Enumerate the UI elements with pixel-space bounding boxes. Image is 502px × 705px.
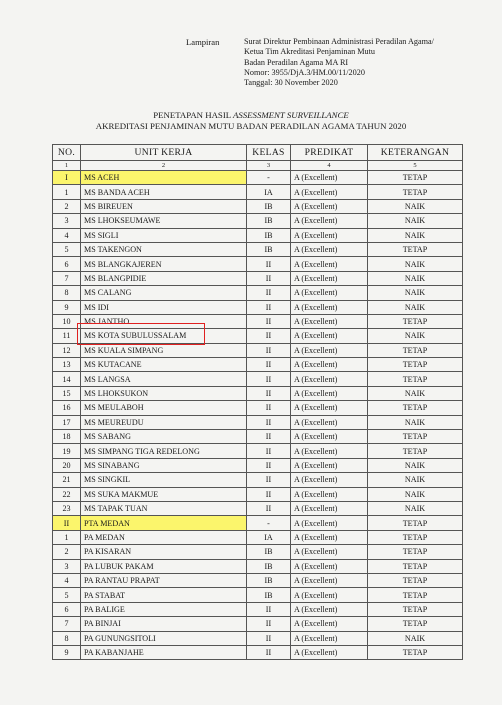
row-unit-kerja: MS BLANGPIDIE [81, 271, 247, 285]
row-no: 1 [53, 185, 81, 199]
row-unit-kerja: MS LHOKSUKON [81, 386, 247, 400]
row-kelas: II [247, 386, 291, 400]
row-no: 18 [53, 430, 81, 444]
row-no: 16 [53, 401, 81, 415]
header-unit-kerja: UNIT KERJA [81, 145, 247, 161]
row-keterangan: TETAP [368, 573, 463, 587]
row-predikat: A (Excellent) [291, 430, 368, 444]
row-unit-kerja: PA GUNUNGSITOLI [81, 631, 247, 645]
row-kelas: II [247, 631, 291, 645]
row-unit-kerja: MS LHOKSEUMAWE [81, 214, 247, 228]
row-predikat: A (Excellent) [291, 487, 368, 501]
row-unit-kerja: MS SUKA MAKMUE [81, 487, 247, 501]
row-no: 7 [53, 617, 81, 631]
row-predikat: A (Excellent) [291, 199, 368, 213]
row-keterangan: TETAP [368, 185, 463, 199]
row-unit-kerja: MS IDI [81, 300, 247, 314]
row-keterangan: NAIK [368, 473, 463, 487]
row-predikat: A (Excellent) [291, 386, 368, 400]
row-kelas: II [247, 444, 291, 458]
row-keterangan: NAIK [368, 199, 463, 213]
title-line-1 [0, 110, 502, 121]
row-keterangan: TETAP [368, 314, 463, 328]
table-row [53, 199, 463, 213]
row-predikat: A (Excellent) [291, 214, 368, 228]
row-predikat: A (Excellent) [291, 343, 368, 357]
row-keterangan: NAIK [368, 501, 463, 515]
row-predikat: A (Excellent) [291, 545, 368, 559]
row-no: 20 [53, 458, 81, 472]
row-no: I [53, 171, 81, 185]
row-predikat: A (Excellent) [291, 415, 368, 429]
column-number-row [53, 161, 463, 171]
title-italic: ASSESSMENT SURVEILLANCE [233, 110, 349, 120]
row-kelas: II [247, 617, 291, 631]
row-unit-kerja: PA BINJAI [81, 617, 247, 631]
row-unit-kerja: MS SINGKIL [81, 473, 247, 487]
row-keterangan: TETAP [368, 343, 463, 357]
table-row [53, 314, 463, 328]
row-kelas: II [247, 286, 291, 300]
row-keterangan: NAIK [368, 329, 463, 343]
table-row [53, 242, 463, 256]
row-unit-kerja: MS KUTACANE [81, 358, 247, 372]
row-no: 3 [53, 559, 81, 573]
row-kelas: II [247, 430, 291, 444]
row-no: 10 [53, 314, 81, 328]
row-predikat: A (Excellent) [291, 588, 368, 602]
row-keterangan: NAIK [368, 415, 463, 429]
row-predikat: A (Excellent) [291, 286, 368, 300]
row-kelas: - [247, 516, 291, 530]
row-kelas: II [247, 343, 291, 357]
row-kelas: IB [247, 214, 291, 228]
row-predikat: A (Excellent) [291, 228, 368, 242]
table-row [53, 329, 463, 343]
row-kelas: II [247, 645, 291, 659]
row-keterangan: NAIK [368, 300, 463, 314]
row-no: 12 [53, 343, 81, 357]
header-predikat: PREDIKAT [291, 145, 368, 161]
row-keterangan: TETAP [368, 645, 463, 659]
row-unit-kerja: MS KUALA SIMPANG [81, 343, 247, 357]
row-kelas: II [247, 372, 291, 386]
row-unit-kerja: MS TAPAK TUAN [81, 501, 247, 515]
row-keterangan: TETAP [368, 530, 463, 544]
row-keterangan: NAIK [368, 271, 463, 285]
table-row [53, 473, 463, 487]
row-no: 4 [53, 228, 81, 242]
row-keterangan: TETAP [368, 559, 463, 573]
lampiran-label: Lampiran [186, 37, 220, 47]
column-number: 5 [368, 161, 463, 171]
table-row [53, 386, 463, 400]
table-section-row [53, 516, 463, 530]
row-kelas: IB [247, 573, 291, 587]
row-kelas: II [247, 300, 291, 314]
row-unit-kerja: PA RANTAU PRAPAT [81, 573, 247, 587]
row-predikat: A (Excellent) [291, 444, 368, 458]
row-predikat: A (Excellent) [291, 329, 368, 343]
row-kelas: II [247, 458, 291, 472]
row-kelas: IB [247, 545, 291, 559]
column-number: 4 [291, 161, 368, 171]
row-keterangan: TETAP [368, 545, 463, 559]
table-row [53, 559, 463, 573]
document-title [0, 110, 502, 132]
row-kelas: II [247, 415, 291, 429]
row-keterangan: NAIK [368, 631, 463, 645]
row-keterangan: NAIK [368, 458, 463, 472]
row-kelas: II [247, 271, 291, 285]
row-keterangan: NAIK [368, 228, 463, 242]
row-unit-kerja: MS BLANGKAJEREN [81, 257, 247, 271]
table-row [53, 430, 463, 444]
row-predikat: A (Excellent) [291, 185, 368, 199]
row-no: 17 [53, 415, 81, 429]
row-keterangan: TETAP [368, 444, 463, 458]
row-unit-kerja: PA MEDAN [81, 530, 247, 544]
header-kelas: KELAS [247, 145, 291, 161]
row-no: 14 [53, 372, 81, 386]
table-body [53, 171, 463, 660]
row-no: 23 [53, 501, 81, 515]
row-kelas: IB [247, 588, 291, 602]
row-predikat: A (Excellent) [291, 300, 368, 314]
row-no: 7 [53, 271, 81, 285]
table-row [53, 415, 463, 429]
row-keterangan: TETAP [368, 588, 463, 602]
table-row [53, 573, 463, 587]
column-number: 3 [247, 161, 291, 171]
title-prefix: PENETAPAN HASIL [153, 110, 233, 120]
row-kelas: IB [247, 199, 291, 213]
table-row [53, 228, 463, 242]
row-keterangan: NAIK [368, 214, 463, 228]
row-keterangan: TETAP [368, 602, 463, 616]
row-no: 4 [53, 573, 81, 587]
row-predikat: A (Excellent) [291, 271, 368, 285]
row-no: 11 [53, 329, 81, 343]
row-predikat: A (Excellent) [291, 473, 368, 487]
row-predikat: A (Excellent) [291, 242, 368, 256]
row-unit-kerja: MS ACEH [81, 171, 247, 185]
row-kelas: II [247, 257, 291, 271]
row-unit-kerja: PA BALIGE [81, 602, 247, 616]
row-predikat: A (Excellent) [291, 458, 368, 472]
table-row [53, 588, 463, 602]
row-kelas: IA [247, 185, 291, 199]
row-unit-kerja: PA LUBUK PAKAM [81, 559, 247, 573]
row-keterangan: TETAP [368, 358, 463, 372]
row-no: 8 [53, 286, 81, 300]
row-unit-kerja: MS KOTA SUBULUSSALAM [81, 329, 247, 343]
meta-line: Nomor: 3955/DjA.3/HM.00/11/2020 [244, 67, 365, 77]
row-keterangan: TETAP [368, 516, 463, 530]
accreditation-table [52, 144, 463, 660]
row-predikat: A (Excellent) [291, 559, 368, 573]
row-predikat: A (Excellent) [291, 602, 368, 616]
row-no: 6 [53, 257, 81, 271]
column-number: 1 [53, 161, 81, 171]
row-predikat: A (Excellent) [291, 530, 368, 544]
row-predikat: A (Excellent) [291, 516, 368, 530]
table-row [53, 257, 463, 271]
row-unit-kerja: MS CALANG [81, 286, 247, 300]
row-kelas: II [247, 501, 291, 515]
row-unit-kerja: MS BIREUEN [81, 199, 247, 213]
row-unit-kerja: MS MEULABOH [81, 401, 247, 415]
header-no: NO. [53, 145, 81, 161]
row-predikat: A (Excellent) [291, 617, 368, 631]
row-no: 5 [53, 242, 81, 256]
row-no: 2 [53, 199, 81, 213]
row-no: 3 [53, 214, 81, 228]
row-no: 8 [53, 631, 81, 645]
row-no: 22 [53, 487, 81, 501]
table-row [53, 631, 463, 645]
table-header-row [53, 145, 463, 161]
row-unit-kerja: MS LANGSA [81, 372, 247, 386]
row-unit-kerja: PA KABANJAHE [81, 645, 247, 659]
table-section-row [53, 171, 463, 185]
row-no: 9 [53, 300, 81, 314]
table-row [53, 372, 463, 386]
row-keterangan: NAIK [368, 286, 463, 300]
row-no: 9 [53, 645, 81, 659]
table-row [53, 401, 463, 415]
row-keterangan: TETAP [368, 401, 463, 415]
row-kelas: II [247, 487, 291, 501]
table-row [53, 271, 463, 285]
row-keterangan: TETAP [368, 372, 463, 386]
row-predikat: A (Excellent) [291, 314, 368, 328]
row-no: 1 [53, 530, 81, 544]
meta-line: Surat Direktur Pembinaan Administrasi Peradilan Agama/ [244, 37, 434, 46]
row-predikat: A (Excellent) [291, 645, 368, 659]
row-no: II [53, 516, 81, 530]
row-keterangan: TETAP [368, 171, 463, 185]
row-unit-kerja: MS TAKENGON [81, 242, 247, 256]
row-kelas: II [247, 329, 291, 343]
table-row [53, 214, 463, 228]
row-keterangan: NAIK [368, 386, 463, 400]
row-kelas: IB [247, 559, 291, 573]
table-row [53, 343, 463, 357]
table-row [53, 501, 463, 515]
header-keterangan: KETERANGAN [368, 145, 463, 161]
table-row [53, 300, 463, 314]
row-predikat: A (Excellent) [291, 631, 368, 645]
row-no: 5 [53, 588, 81, 602]
table-row [53, 530, 463, 544]
row-keterangan: TETAP [368, 242, 463, 256]
table-row [53, 617, 463, 631]
row-unit-kerja: MS BANDA ACEH [81, 185, 247, 199]
row-no: 19 [53, 444, 81, 458]
row-predikat: A (Excellent) [291, 573, 368, 587]
column-number: 2 [81, 161, 247, 171]
row-no: 21 [53, 473, 81, 487]
table-row [53, 487, 463, 501]
table-row [53, 645, 463, 659]
row-unit-kerja: PA KISARAN [81, 545, 247, 559]
row-no: 13 [53, 358, 81, 372]
row-predikat: A (Excellent) [291, 358, 368, 372]
row-kelas: II [247, 401, 291, 415]
meta-line: Badan Peradilan Agama MA RI [244, 57, 349, 67]
row-kelas: II [247, 314, 291, 328]
letter-reference [244, 37, 434, 88]
row-unit-kerja: MS SABANG [81, 430, 247, 444]
row-unit-kerja: MS SIGLI [81, 228, 247, 242]
row-keterangan: NAIK [368, 487, 463, 501]
row-unit-kerja: MS JANTHO [81, 314, 247, 328]
row-keterangan: NAIK [368, 257, 463, 271]
table-row [53, 545, 463, 559]
row-predikat: A (Excellent) [291, 501, 368, 515]
row-kelas: II [247, 602, 291, 616]
row-keterangan: TETAP [368, 617, 463, 631]
table-row [53, 185, 463, 199]
row-unit-kerja: MS MEUREUDU [81, 415, 247, 429]
table-row [53, 444, 463, 458]
row-kelas: II [247, 358, 291, 372]
table-row [53, 602, 463, 616]
row-predikat: A (Excellent) [291, 257, 368, 271]
row-keterangan: TETAP [368, 430, 463, 444]
row-unit-kerja: PA STABAT [81, 588, 247, 602]
row-kelas: IB [247, 228, 291, 242]
table-row [53, 286, 463, 300]
title-line-2: AKREDITASI PENJAMINAN MUTU BADAN PERADILAN AGAMA TAHUN 2020 [95, 121, 407, 131]
row-predikat: A (Excellent) [291, 372, 368, 386]
row-unit-kerja: MS SINABANG [81, 458, 247, 472]
row-unit-kerja: MS SIMPANG TIGA REDELONG [81, 444, 247, 458]
row-kelas: IB [247, 242, 291, 256]
table-row [53, 458, 463, 472]
row-no: 6 [53, 602, 81, 616]
meta-line: Tanggal: 30 November 2020 [244, 78, 338, 88]
row-no: 2 [53, 545, 81, 559]
table-row [53, 358, 463, 372]
row-predikat: A (Excellent) [291, 401, 368, 415]
row-no: 15 [53, 386, 81, 400]
row-predikat: A (Excellent) [291, 171, 368, 185]
row-unit-kerja: PTA MEDAN [81, 516, 247, 530]
row-kelas: - [247, 171, 291, 185]
row-kelas: IA [247, 530, 291, 544]
row-kelas: II [247, 473, 291, 487]
meta-line: Ketua Tim Akreditasi Penjaminan Mutu [244, 47, 375, 57]
